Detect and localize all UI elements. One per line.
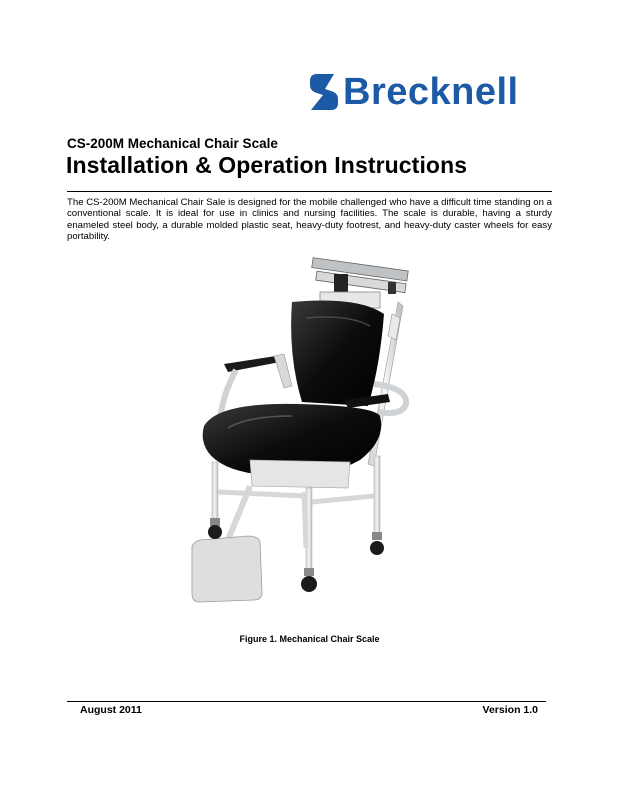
document-title: Installation & Operation Instructions xyxy=(66,152,468,178)
figure-caption: Figure 1. Mechanical Chair Scale xyxy=(239,634,380,644)
chair-scale-illustration xyxy=(188,256,420,612)
footer-divider xyxy=(67,701,546,702)
document-subtitle: CS-200M Mechanical Chair Scale xyxy=(67,136,278,151)
footer-version: Version 1.0 xyxy=(482,704,538,716)
brand-name: Brecknell xyxy=(343,71,519,113)
beam-assembly xyxy=(312,258,408,308)
footer-date: August 2011 xyxy=(80,704,142,716)
title-divider xyxy=(67,191,552,192)
intro-paragraph: The CS-200M Mechanical Chair Sale is designed for the mobile challenged who have a difficult time standing on a conventional scale. It is ideal for use in clinics and nursing facilities. The scale is durable, having a sturdy enameled steel body, a durable molded plastic seat, heavy-duty footrest, and heavy-duty caster wheels for easy portability. xyxy=(67,197,552,243)
brand-logo xyxy=(308,71,519,113)
brecknell-s-mark-icon xyxy=(308,72,340,112)
